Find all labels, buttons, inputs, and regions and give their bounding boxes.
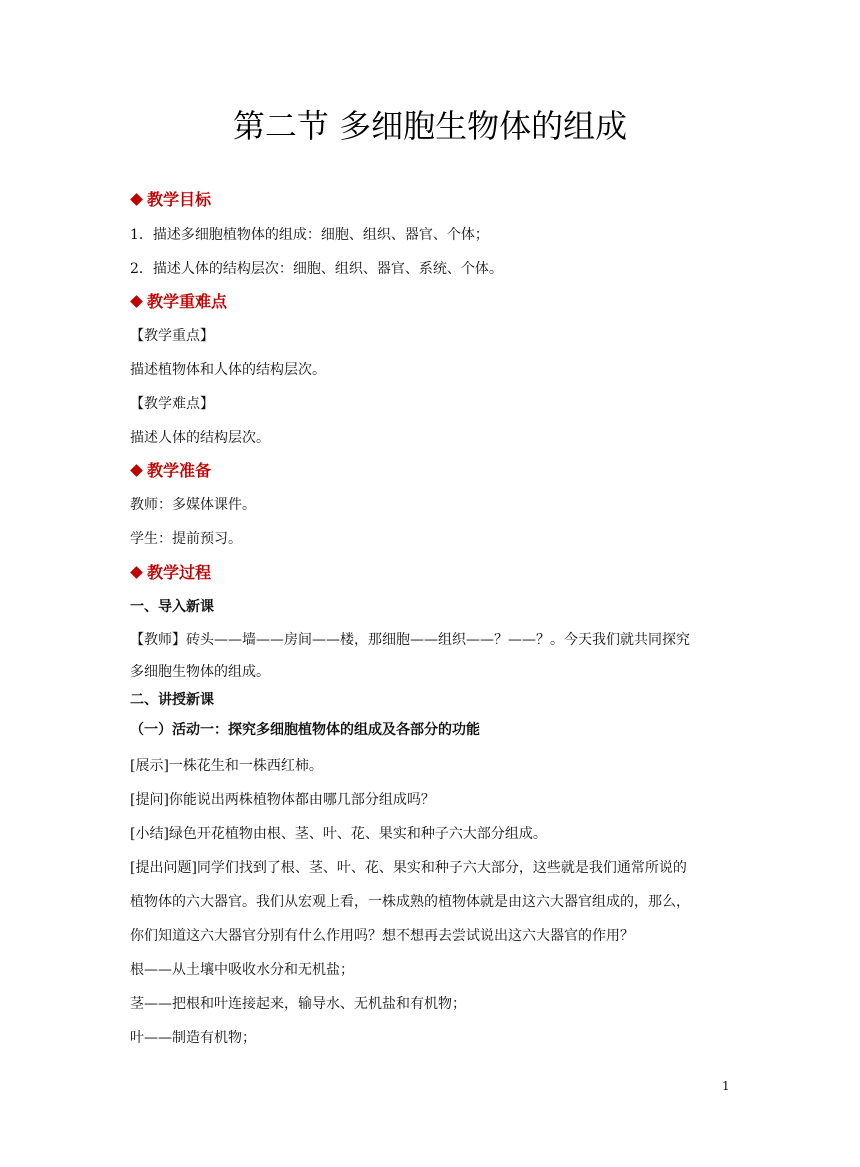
process-line-1: [展示]一株花生和一株西红柿。 — [130, 758, 323, 774]
heading-text: 教学重难点 — [147, 292, 228, 311]
section-heading-goals — [130, 189, 211, 211]
process-line-9: 叶——制造有机物； — [130, 1030, 256, 1046]
page-number: 1 — [722, 1079, 730, 1093]
section-heading-process — [130, 562, 211, 584]
focus-label: 【教学重点】 — [130, 328, 214, 344]
section-heading-key-points — [130, 291, 227, 313]
process-line-8: 茎——把根和叶连接起来，输导水、无机盐和有机物； — [130, 996, 466, 1012]
part1-title: 一、导入新课 — [130, 599, 214, 615]
section-heading-preparation — [130, 460, 211, 482]
difficulty-label: 【教学难点】 — [130, 396, 214, 412]
preparation-teacher: 教师：多媒体课件。 — [130, 497, 256, 513]
part2-title: 二、讲授新课 — [130, 692, 214, 708]
process-line-2: [提问]你能说出两株植物体都由哪几部分组成吗？ — [130, 792, 435, 808]
activity1-title: （一）活动一：探究多细胞植物体的组成及各部分的功能 — [130, 722, 480, 738]
preparation-student: 学生：提前预习。 — [130, 531, 242, 547]
process-line-3: [小结]绿色开花植物由根、茎、叶、花、果实和种子六大部分组成。 — [130, 826, 547, 842]
goal-item-1: 1．描述多细胞植物体的组成：细胞、组织、器官、个体； — [130, 227, 489, 243]
heading-text: 教学过程 — [147, 563, 212, 582]
diamond-bullet-icon — [130, 295, 143, 308]
process-line-5: 植物体的六大器官。我们从宏观上看，一株成熟的植物体就是由这六大器官组成的，那么， — [130, 894, 690, 910]
diamond-bullet-icon — [130, 566, 143, 579]
focus-text: 描述植物体和人体的结构层次。 — [130, 362, 326, 378]
heading-text: 教学准备 — [147, 461, 212, 480]
process-line-7: 根——从土壤中吸收水分和无机盐； — [130, 962, 354, 978]
document-title: 第二节 多细胞生物体的组成 — [232, 107, 628, 145]
heading-text: 教学目标 — [147, 190, 212, 209]
process-line-6: 你们知道这六大器官分别有什么作用吗？想不想再去尝试说出这六大器官的作用？ — [130, 928, 634, 944]
difficulty-text: 描述人体的结构层次。 — [130, 430, 270, 446]
process-line-4: [提出问题]同学们找到了根、茎、叶、花、果实和种子六大部分，这些就是我们通常所说的 — [130, 860, 687, 876]
part1-line-1: 【教师】砖头——墙——房间——楼，那细胞——组织——？——？。今天我们就共同探究 — [130, 632, 690, 648]
diamond-bullet-icon — [130, 193, 143, 206]
goal-item-2: 2．描述人体的结构层次：细胞、组织、器官、系统、个体。 — [130, 261, 503, 277]
part1-line-2: 多细胞生物体的组成。 — [130, 664, 270, 680]
diamond-bullet-icon — [130, 464, 143, 477]
